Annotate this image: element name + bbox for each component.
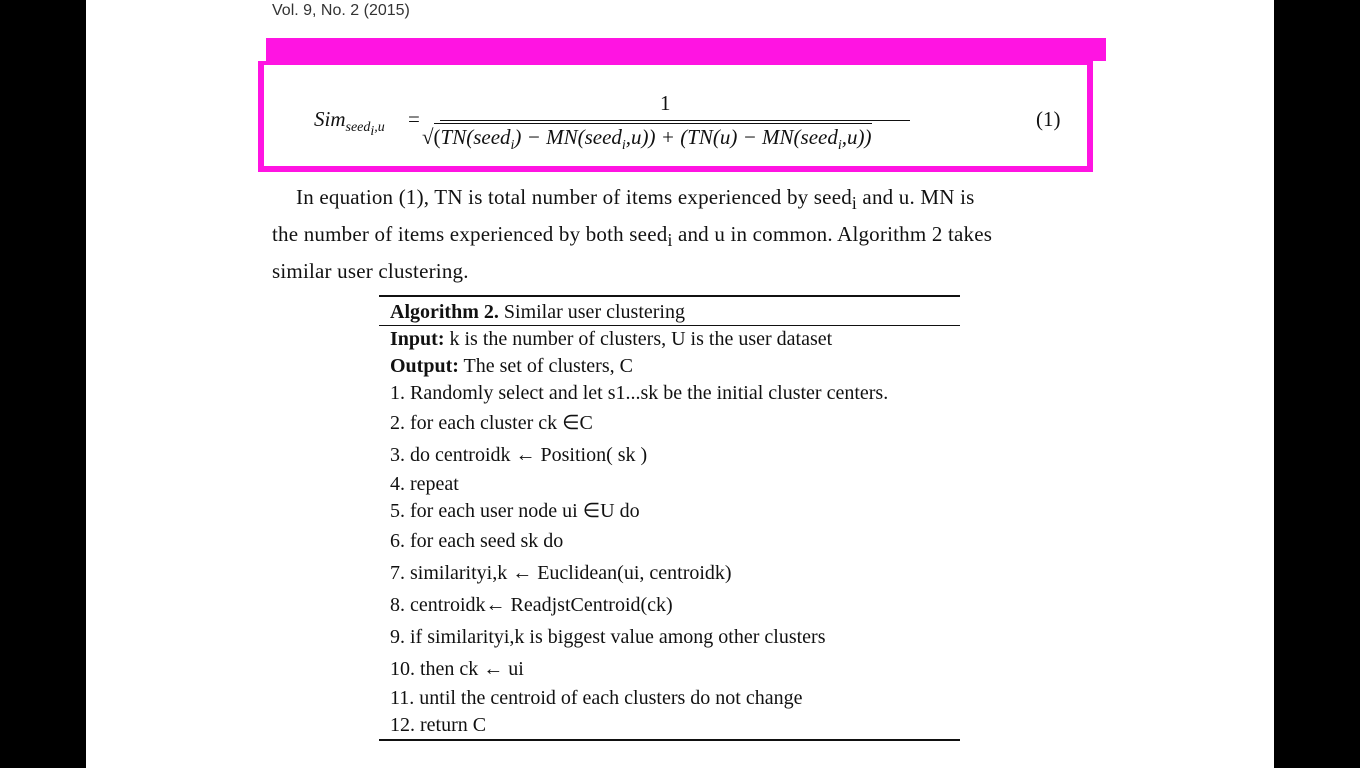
algorithm-step: 12. return C — [390, 714, 487, 736]
equation-1 — [264, 65, 1087, 166]
algorithm-step: 5. for each user node ui ∈U do — [390, 500, 640, 522]
paragraph-line-3: similar user clustering. — [272, 259, 469, 284]
algorithm-step: 2. for each cluster ck ∈C — [390, 412, 593, 434]
body-paragraph — [272, 182, 1068, 287]
equation-number: (1) — [1036, 107, 1061, 131]
algorithm-box — [379, 295, 960, 741]
algorithm-step: 7. similarityi,k ← Euclidean(ui, centroidk) — [390, 562, 732, 584]
equation-lhs: Sim$_{seed_i,u}$ — [314, 107, 385, 139]
paragraph-line-2: the number of items experienced by both seed$_i$ and u in common. Algorithm 2 takes — [272, 222, 993, 251]
algorithm-step: 4. repeat — [390, 473, 459, 495]
algorithm-title: Algorithm 2. Similar user clustering — [390, 301, 685, 323]
algorithm-output: Output: The set of clusters, C — [390, 355, 633, 377]
algorithm-input: Input: k is the number of clusters, U is the user dataset — [390, 328, 833, 350]
algorithm-step: 11. until the centroid of each clusters do not change — [390, 687, 803, 709]
algorithm-step: 9. if similarityi,k is biggest value among other clusters — [390, 626, 826, 648]
paragraph-line-1: In equation (1), TN is total number of items experienced by seed$_i$ and u. MN is — [296, 185, 975, 214]
document-page — [86, 0, 1274, 768]
algorithm-step: 8. centroidk← ReadjstCentroid(ck) — [390, 594, 673, 616]
algorithm-step: 10. then ck ← ui — [390, 658, 524, 680]
equals-sign: = — [408, 107, 420, 131]
equation-denominator: √(TN(seed$_i$) − MN(seed$_i$,u)) + (TN(u) − MN(seed$_i$,u)) — [422, 125, 872, 154]
highlight-bar — [266, 38, 1106, 61]
fraction-bar — [440, 120, 910, 121]
equation-numerator: 1 — [660, 91, 671, 115]
equation-highlight-box — [258, 61, 1093, 172]
algorithm-step: 3. do centroidk ← Position( sk ) — [390, 444, 648, 466]
bottom-rule — [379, 739, 960, 741]
algorithm-step: 6. for each seed sk do — [390, 530, 564, 552]
journal-header: Vol. 9, No. 2 (2015) — [272, 2, 410, 19]
algorithm-step: 1. Randomly select and let s1...sk be the initial cluster centers. — [390, 382, 889, 404]
